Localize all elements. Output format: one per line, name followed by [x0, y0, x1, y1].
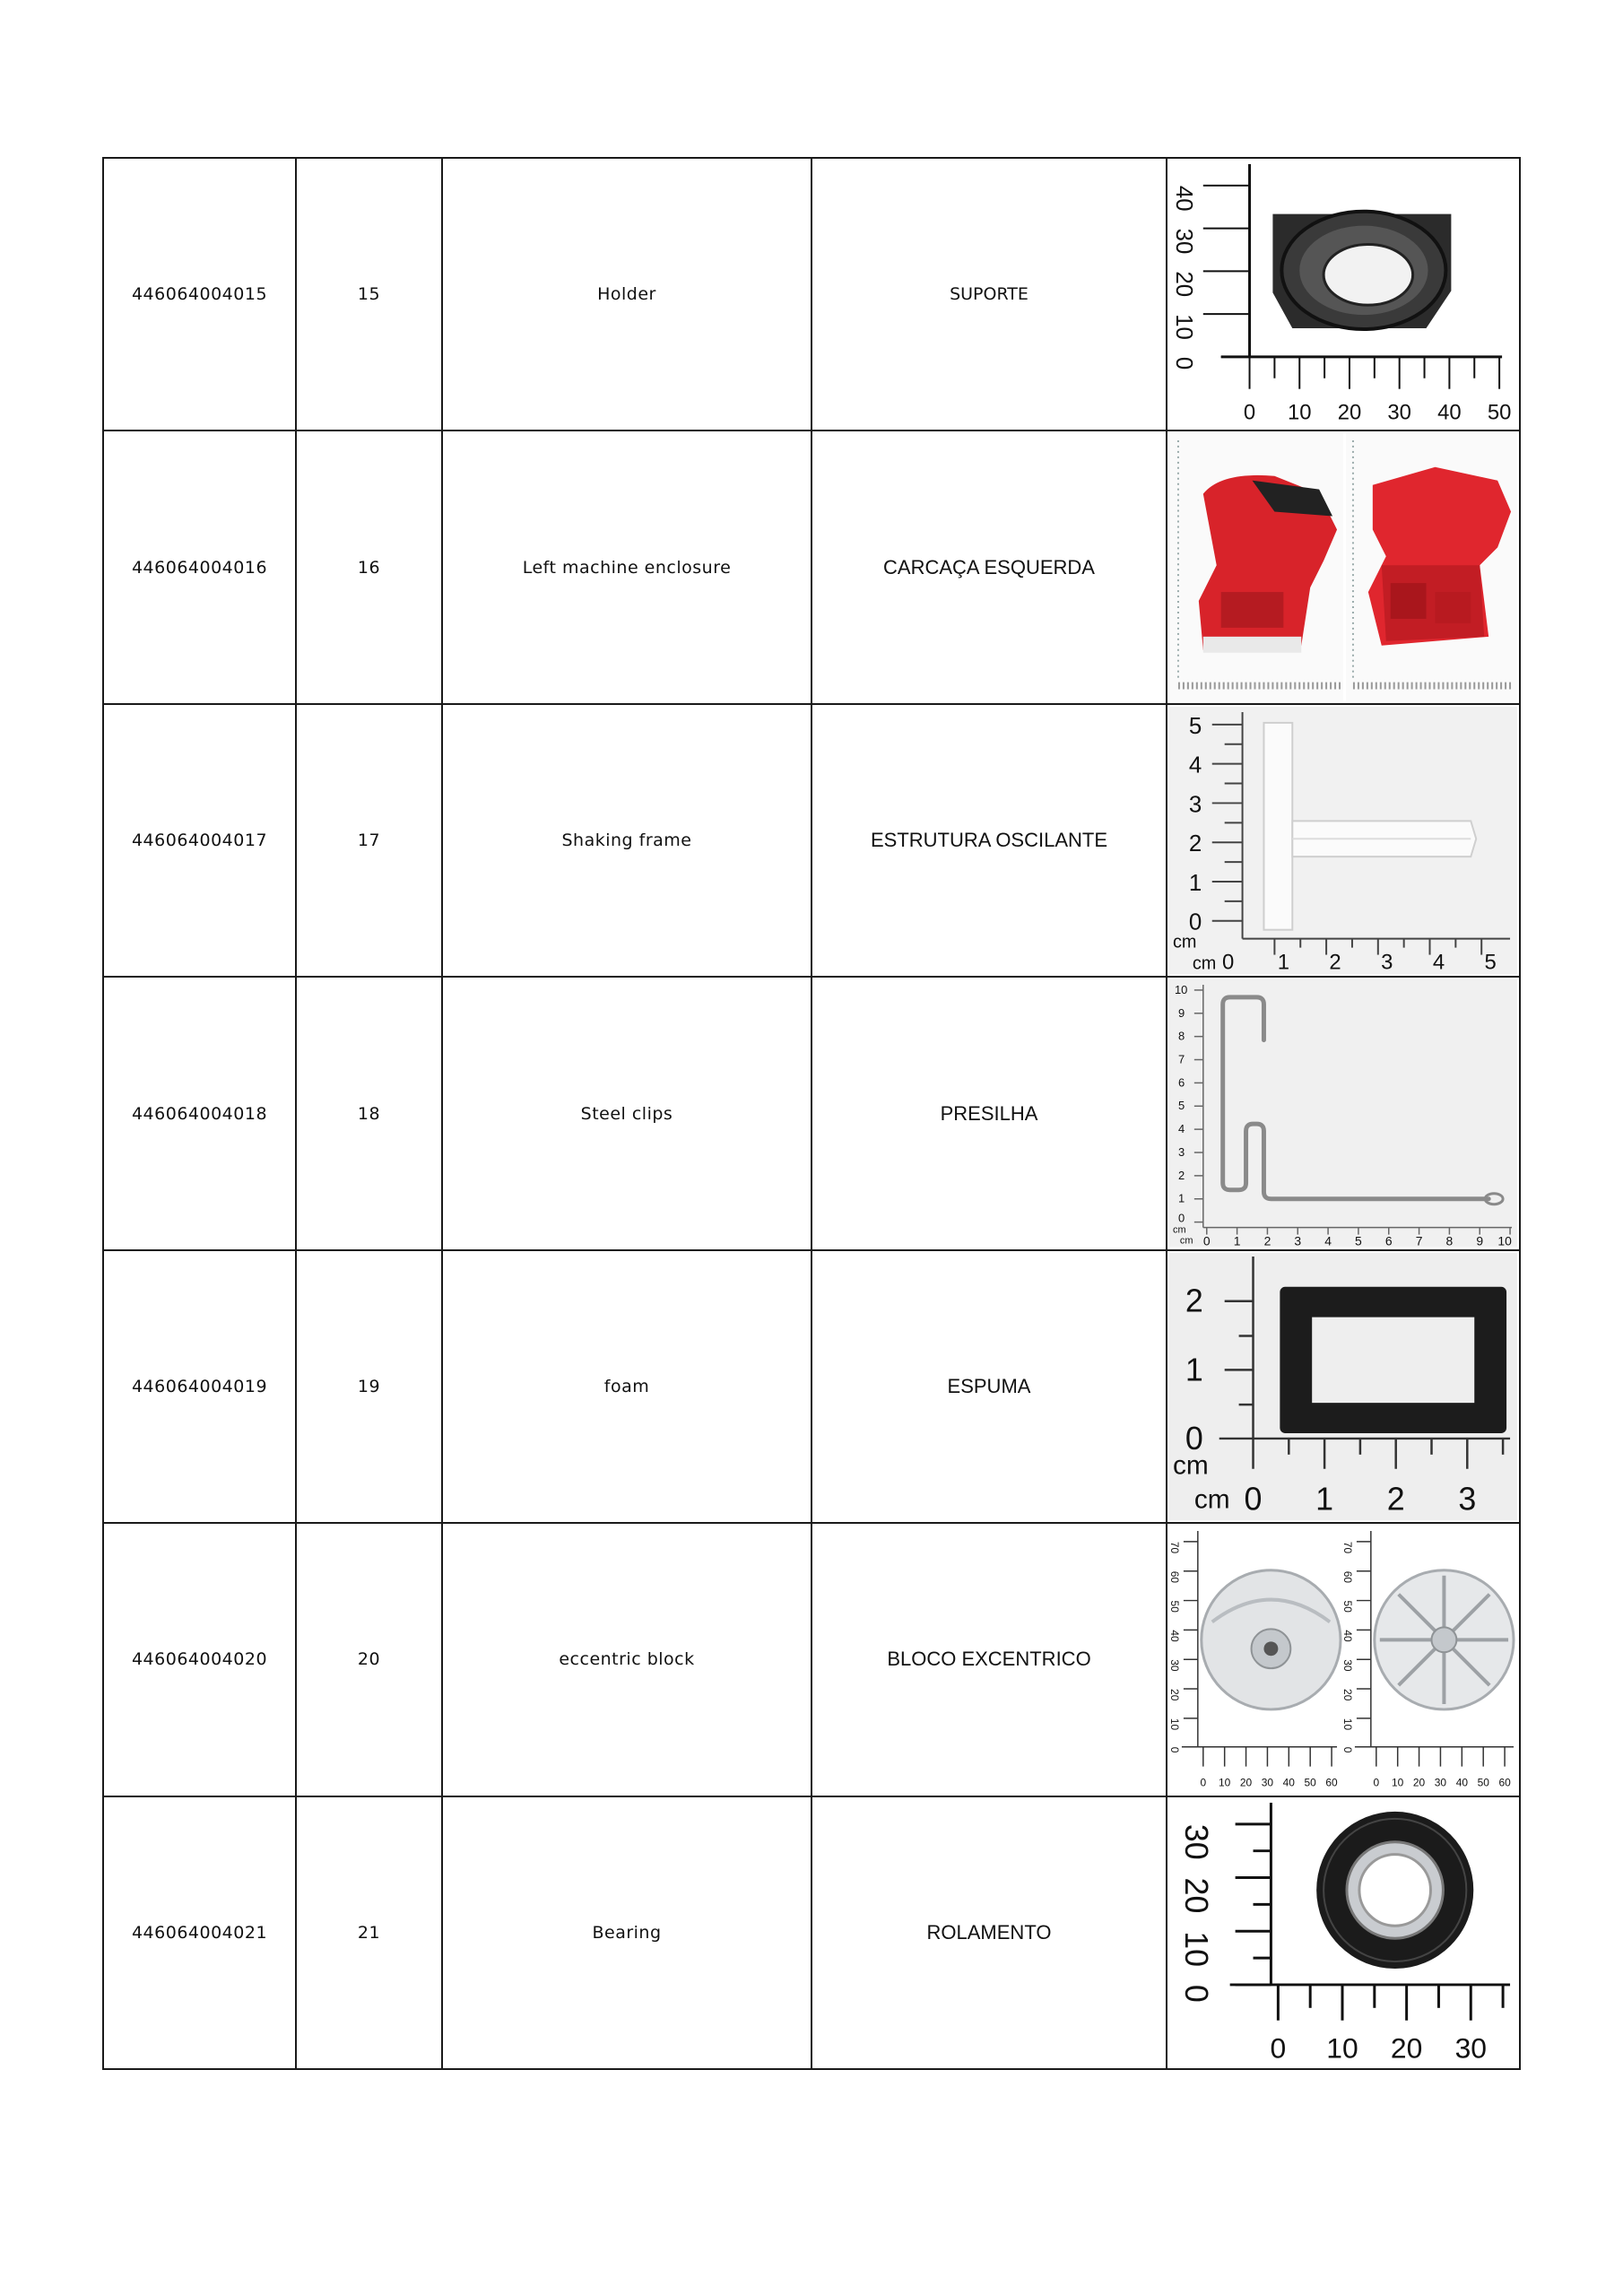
scale-label: 40 [1455, 1776, 1468, 1789]
position-number: 15 [296, 158, 442, 430]
scale-label: 40 [1170, 185, 1196, 212]
description-en: Holder [442, 158, 812, 430]
scale-label: 0 [1170, 356, 1196, 370]
description-pt: CARCAÇA ESQUERDA [812, 430, 1167, 703]
scale-label: 10 [1174, 983, 1188, 997]
part-number: 446064004017 [103, 704, 296, 977]
scale-label: 10 [1167, 1718, 1181, 1731]
position-number: 16 [296, 430, 442, 703]
scale-unit: cm [1172, 1450, 1209, 1481]
scale-label: 4 [1432, 950, 1445, 975]
scale-label: 0 [1177, 1984, 1214, 2003]
scale-label: 7 [1177, 1052, 1185, 1066]
scale-label: 10 [1341, 1718, 1354, 1731]
scale-label: 1 [1177, 1192, 1185, 1206]
scale-label: 4 [1188, 752, 1202, 778]
part-photo [1167, 1250, 1520, 1523]
description-en: Bearing [442, 1796, 812, 2069]
description-en: foam [442, 1250, 812, 1523]
part-number: 446064004019 [103, 1250, 296, 1523]
position-number: 17 [296, 704, 442, 977]
scale-label: 30 [1261, 1776, 1274, 1789]
scale-label: 40 [1167, 1630, 1181, 1642]
scale-label: 10 [1392, 1776, 1404, 1789]
scale-label: 40 [1282, 1776, 1295, 1789]
scale-label: 2 [1177, 1169, 1185, 1183]
scale-label: 20 [1341, 1689, 1354, 1701]
scale-label: 70 [1167, 1542, 1181, 1554]
position-number: 20 [296, 1523, 442, 1796]
scale-label: 3 [1177, 1145, 1185, 1160]
scale-label: 6 [1384, 1233, 1393, 1248]
scale-label: 50 [1341, 1600, 1354, 1613]
foam-gasket-icon [1167, 1251, 1519, 1522]
part-number: 446064004018 [103, 977, 296, 1249]
description-en: Left machine enclosure [442, 430, 812, 703]
bearing-icon [1167, 1797, 1519, 2068]
position-number: 19 [296, 1250, 442, 1523]
scale-label: 3 [1294, 1233, 1302, 1248]
scale-label: 30 [1434, 1776, 1447, 1789]
part-number: 446064004015 [103, 158, 296, 430]
scale-label: 3 [1188, 792, 1202, 818]
scale-label: 10 [1177, 1930, 1214, 1967]
scale-label: 70 [1341, 1542, 1354, 1554]
scale-label: 2 [1329, 950, 1341, 975]
scale-label: 8 [1445, 1233, 1454, 1248]
scale-label: 20 [1239, 1776, 1253, 1789]
scale-label: 40 [1437, 400, 1462, 425]
scale-label: 2 [1188, 831, 1202, 857]
scale-label: 1 [1315, 1481, 1334, 1518]
scale-label: 5 [1188, 713, 1202, 739]
scale-label: 2 [1185, 1283, 1203, 1319]
scale-label: 1 [1277, 950, 1289, 975]
scale-label: 1 [1188, 870, 1202, 896]
description-en: Shaking frame [442, 704, 812, 977]
description-pt: ESPUMA [812, 1250, 1167, 1523]
scale-label: 5 [1355, 1233, 1362, 1248]
description-pt: ESTRUTURA OSCILANTE [812, 704, 1167, 977]
scale-unit: cm [1172, 932, 1197, 952]
description-en: Steel clips [442, 977, 812, 1249]
scale-label: 0 [1177, 1211, 1185, 1225]
scale-label: 5 [1177, 1099, 1185, 1113]
part-photo [1167, 430, 1520, 703]
holder-ring-icon [1167, 159, 1519, 430]
scale-label: 4 [1177, 1122, 1185, 1136]
scale-label: 20 [1412, 1776, 1426, 1789]
scale-label: 20 [1390, 2031, 1423, 2065]
scale-label: 60 [1325, 1776, 1338, 1789]
part-number: 446064004016 [103, 430, 296, 703]
scale-label: 30 [1177, 1823, 1214, 1860]
scale-label: 10 [1326, 2031, 1358, 2065]
part-number: 446064004021 [103, 1796, 296, 2069]
red-housing-icon [1167, 431, 1519, 702]
scale-label: 4 [1324, 1233, 1332, 1248]
scale-label: 30 [1341, 1659, 1354, 1672]
position-number: 18 [296, 977, 442, 1249]
part-photo [1167, 1523, 1520, 1796]
table-row [103, 158, 1520, 430]
part-photo [1167, 158, 1520, 430]
scale-label: 5 [1484, 950, 1497, 975]
table-row [103, 977, 1520, 1249]
eccentric-disc-icon [1167, 1524, 1519, 1795]
scale-label: 9 [1177, 1006, 1185, 1021]
scale-label: 50 [1304, 1776, 1316, 1789]
scale-label: 3 [1458, 1481, 1477, 1518]
scale-label: 20 [1337, 400, 1362, 425]
scale-label: 0 [1270, 2031, 1287, 2065]
scale-label: 0 [1185, 1420, 1203, 1457]
description-en: eccentric block [442, 1523, 812, 1796]
table-row [103, 704, 1520, 977]
scale-label: 10 [1287, 400, 1312, 425]
scale-label: 30 [1454, 2031, 1487, 2065]
scale-label: 30 [1387, 400, 1411, 425]
scale-label: 0 [1243, 400, 1256, 425]
table-row [103, 1523, 1520, 1796]
scale-label: 1 [1233, 1233, 1241, 1248]
scale-label: 0 [1200, 1776, 1207, 1789]
table-row [103, 1796, 1520, 2069]
table-row [103, 430, 1520, 703]
scale-label: 9 [1476, 1233, 1484, 1248]
scale-unit: cm [1192, 953, 1217, 974]
scale-label: 50 [1167, 1600, 1181, 1613]
scale-label: 0 [1373, 1776, 1380, 1789]
scale-label: 20 [1170, 271, 1196, 298]
position-number: 21 [296, 1796, 442, 2069]
part-photo [1167, 1796, 1520, 2069]
scale-label: 50 [1487, 400, 1512, 425]
scale-label: 0 [1341, 1746, 1354, 1753]
table-row [103, 1250, 1520, 1523]
scale-label: 60 [1341, 1570, 1354, 1584]
description-pt: PRESILHA [812, 977, 1167, 1249]
scale-label: 0 [1188, 909, 1202, 935]
scale-label: 8 [1177, 1030, 1185, 1044]
scale-label: 0 [1167, 1746, 1181, 1753]
wire-clip-icon [1167, 978, 1519, 1248]
scale-label: 40 [1341, 1630, 1354, 1642]
part-number: 446064004020 [103, 1523, 296, 1796]
scale-label: 30 [1167, 1659, 1181, 1672]
scale-label: 30 [1170, 228, 1196, 255]
scale-label: 2 [1386, 1481, 1405, 1518]
description-pt: BLOCO EXCENTRICO [812, 1523, 1167, 1796]
part-photo [1167, 977, 1520, 1249]
scale-label: 0 [1222, 950, 1235, 975]
scale-unit: cm [1172, 1224, 1186, 1236]
scale-label: 10 [1219, 1776, 1231, 1789]
scale-label: 6 [1177, 1075, 1185, 1090]
frame-icon [1167, 705, 1519, 976]
scale-label: 0 [1244, 1481, 1263, 1518]
scale-label: 20 [1167, 1689, 1181, 1701]
parts-table [102, 157, 1521, 2070]
scale-label: 60 [1498, 1776, 1511, 1789]
scale-unit: cm [1179, 1235, 1193, 1247]
scale-label: 0 [1202, 1233, 1211, 1248]
scale-label: 1 [1185, 1352, 1203, 1388]
description-pt: SUPORTE [812, 158, 1167, 430]
scale-label: 10 [1497, 1233, 1512, 1248]
scale-unit: cm [1193, 1484, 1230, 1515]
part-photo [1167, 704, 1520, 977]
scale-label: 7 [1415, 1233, 1423, 1248]
scale-label: 2 [1263, 1233, 1271, 1248]
scale-label: 10 [1170, 314, 1196, 340]
description-pt: ROLAMENTO [812, 1796, 1167, 2069]
scale-label: 20 [1177, 1877, 1214, 1914]
scale-label: 60 [1167, 1570, 1181, 1584]
scale-label: 50 [1477, 1776, 1489, 1789]
scale-label: 3 [1381, 950, 1393, 975]
